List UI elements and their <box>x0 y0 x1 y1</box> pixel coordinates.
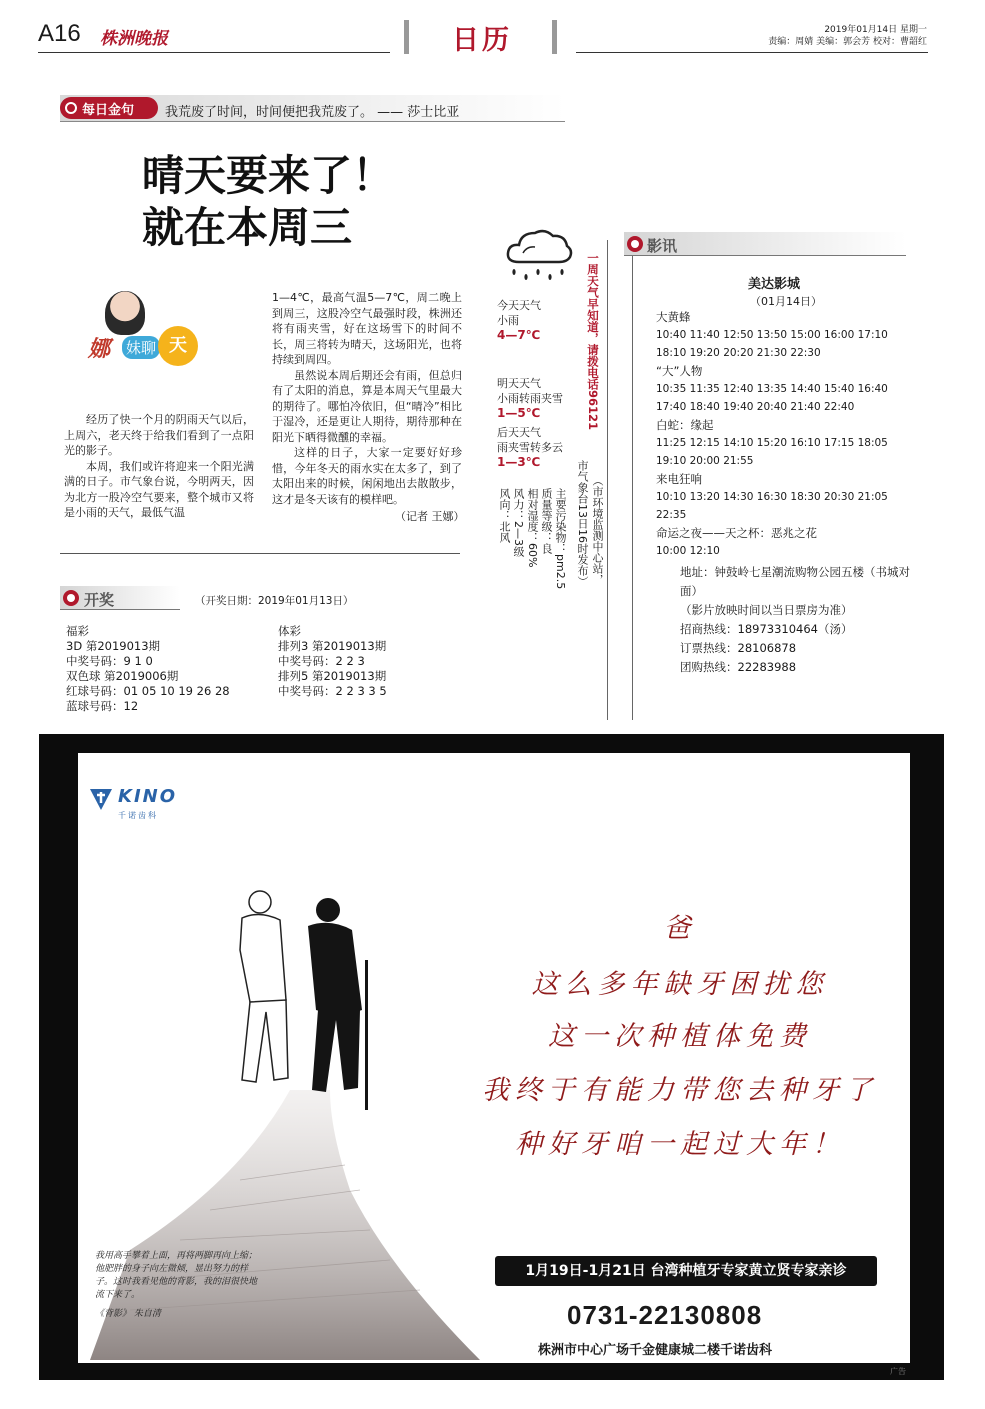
main-pollutant: 主要污染物：pm2.5 <box>554 488 567 590</box>
air-quality: 质量等级：良 <box>540 488 553 554</box>
weather-tomorrow <box>497 376 563 421</box>
ad-address: 株洲市中心广场千金健康城二楼千诺齿科 <box>538 1343 773 1358</box>
day-after-temp: 1—3℃ <box>497 455 541 469</box>
showtimes: 17:40 18:40 19:40 20:40 21:40 22:40 <box>656 401 855 413</box>
column-divider <box>607 240 608 720</box>
column-divider <box>632 240 633 720</box>
sun-icon: 天 <box>158 326 198 366</box>
cinema-address: 地址：钟鼓岭七星潮流购物公园五楼（书城对面） <box>680 565 910 598</box>
quote-badge-label: 每日金句 <box>82 103 135 118</box>
weather-day-after <box>497 425 563 470</box>
movie-title: 白蛇：缘起 <box>656 418 714 432</box>
cinema-biz-hotline: 招商热线：18973310464（汤） <box>680 622 853 636</box>
humidity: 相对湿度：60% <box>526 488 539 568</box>
article-rule <box>60 553 460 554</box>
lottery-line: 排列5 第2019013期 <box>278 669 387 683</box>
section-bullet-icon <box>627 236 643 252</box>
ad-expert-banner: 1月19日-1月21日 台湾种植牙专家黄立贤专家亲诊 <box>495 1256 877 1286</box>
showtimes: 22:35 <box>656 509 687 521</box>
day-after-label: 后天天气 <box>497 426 541 439</box>
showtimes: 10:35 11:35 12:40 13:35 14:40 15:40 16:40 <box>656 383 888 395</box>
weather-today <box>497 298 541 343</box>
tomorrow-temp: 1—5℃ <box>497 406 541 420</box>
movie-list <box>656 310 896 559</box>
weather-source-2: 市气象台13日16时发布） <box>576 460 589 587</box>
lottery-line: 3D 第2019013期 <box>66 639 161 653</box>
tomorrow-condition: 小雨转雨夹雪 <box>497 392 563 405</box>
lottery-line: 中奖号码：2 2 3 3 5 <box>278 684 387 698</box>
ad-poem-line: 种好牙咱一起过大年！ <box>515 1129 845 1160</box>
lottery-line: 双色球 第2019006期 <box>66 669 179 683</box>
day-after-condition: 雨夹雪转多云 <box>497 441 563 454</box>
headline-line-2: 就在本周三 <box>142 203 353 252</box>
lottery-line: 中奖号码：9 1 0 <box>66 654 153 668</box>
ad-poem-line: 爸 <box>663 913 697 944</box>
cinema-name: 美达影城 <box>748 277 801 292</box>
cinema-group-hotline: 团购热线：22283988 <box>680 660 797 674</box>
header-divider-left <box>404 20 409 54</box>
movie-title: “大”人物 <box>656 364 703 378</box>
article-paragraph: 经历了快一个月的阴雨天气以后，上周六，老天终于给我们看到了一点阳光的影子。 <box>64 413 254 457</box>
section-bullet-icon <box>63 590 79 606</box>
weather-hotline: 一周天气早知道，请拨电话96121 <box>586 252 600 431</box>
daily-quote: 我荒废了时间，时间便把我荒废了。 —— 莎士比亚 <box>165 105 460 120</box>
ad-poem-line: 我终于有能力带您去种牙了 <box>482 1075 878 1106</box>
column-logo-char: 娜 <box>88 336 111 362</box>
wind-direction: 风向：北风 <box>498 488 511 543</box>
headline <box>142 150 394 254</box>
badge-dot-icon <box>65 102 77 114</box>
issue-date: 2019年01月14日 星期一 <box>824 25 927 35</box>
headline-line-1: 晴天要来了！ <box>142 151 395 200</box>
section-title: 日历 <box>452 25 512 56</box>
fucai-label: 福彩 <box>66 624 89 638</box>
lottery-section-title: 开奖 <box>84 591 115 609</box>
columnist-avatar <box>105 291 145 335</box>
cinema-date: （01月14日） <box>750 295 822 308</box>
ad-phone-number: 0731-22130808 <box>567 1300 763 1330</box>
fucai-results <box>66 624 230 714</box>
raindrops-icon <box>508 268 568 282</box>
column-logo-label: 妹聊 <box>122 336 160 359</box>
showtimes: 10:40 11:40 12:50 13:50 15:00 16:00 17:10 <box>656 329 888 341</box>
header-divider-right <box>552 20 557 54</box>
tomorrow-label: 明天天气 <box>497 377 541 390</box>
rain-cloud-icon <box>505 226 573 264</box>
ad-quote-text: 我用高手攀着上面，再将两脚再向上缩；他肥胖的身子向左微倾，显出努力的样子。这时我看见他的背影，我的泪很快地流下来了。 <box>95 1251 258 1300</box>
wind-force: 风力：2—3级 <box>512 488 525 557</box>
today-condition: 小雨 <box>497 314 519 327</box>
ad-quote <box>95 1250 265 1321</box>
ticai-results <box>278 624 387 699</box>
showtimes: 11:25 12:15 14:10 15:20 16:10 17:15 18:05 <box>656 437 888 449</box>
ad-brand: KINO <box>118 786 178 807</box>
header-rule-right <box>576 52 928 53</box>
movie-title: 大黄蜂 <box>656 310 691 324</box>
weather-source-1: （市环境监测中心站， <box>591 475 604 585</box>
header-meta <box>768 24 927 48</box>
header-rule-left <box>38 52 390 53</box>
kino-logo-icon <box>88 786 114 812</box>
showtimes: 10:00 12:10 <box>656 545 720 557</box>
ad-poem-line: 这么多年缺牙困扰您 <box>531 969 829 1000</box>
ad-poem-line: 这一次种植体免费 <box>548 1021 812 1052</box>
article-paragraph: 本周，我们或许将迎来一个阳光满满的日子。市气象台说，今明两天，因为北方一股冷空气要来，整个城市又将是小雨的天气，最低气温 <box>64 459 254 519</box>
today-temp: 4—7℃ <box>497 328 541 342</box>
article-paragraph: 虽然说本周后期还会有雨，但总归有了太阳的消息，算是本周天气里最大的期待了。哪怕冷依旧，但“晴冷”相比于湿冷，还是更让人期待，期待那种在阳光下晒得微醺的幸福。 <box>272 368 462 444</box>
article-byline: （记者 王娜） <box>395 510 465 523</box>
editor-credits: 责编：周婧 美编：郭会芳 校对：曹韶红 <box>768 37 927 47</box>
ad-brand-sub: 千诺齿科 <box>118 811 158 820</box>
page-number: A16 <box>38 20 81 47</box>
lottery-line: 红球号码：01 05 10 19 26 28 <box>66 684 230 698</box>
lottery-draw-date: （开奖日期：2019年01月13日） <box>195 595 354 607</box>
ticai-label: 体彩 <box>278 624 301 638</box>
article-column-1 <box>64 412 254 521</box>
newspaper-name: 株洲晚报 <box>100 29 168 49</box>
movie-title: 来电狂响 <box>656 472 702 486</box>
cinema-note: （影片放映时间以当日票房为准） <box>680 603 853 617</box>
showtimes: 10:10 13:20 14:30 16:30 18:30 20:30 21:05 <box>656 491 888 503</box>
today-label: 今天天气 <box>497 299 541 312</box>
lottery-line: 中奖号码：2 2 3 <box>278 654 365 668</box>
article-paragraph: 这样的日子，大家一定要好好珍惜，今年冬天的雨水实在太多了，到了太阳出来的时候，闲闲地出去散散步，这才是冬天该有的模样吧。 <box>272 446 462 506</box>
lottery-line: 蓝球号码：12 <box>66 699 139 713</box>
article-paragraph: 1—4℃，最高气温5—7℃，周二晚上到周三，这股冷空气最强时段，株洲还将有雨夹雪，好在这场雪下的时间不长，周三将转为晴天，这场阳光，也将持续到周四。 <box>272 291 462 366</box>
ad-quote-source: 《背影》 朱自清 <box>95 1309 161 1319</box>
cinema-section-title: 影讯 <box>647 237 678 255</box>
movie-title: 命运之夜——天之杯：恶兆之花 <box>656 526 817 540</box>
showtimes: 18:10 19:20 20:20 21:30 22:30 <box>656 347 821 359</box>
cinema-ticket-hotline: 订票热线：28106878 <box>680 641 797 655</box>
ad-label: 广告 <box>890 1367 906 1376</box>
lottery-line: 排列3 第2019013期 <box>278 639 387 653</box>
quote-badge <box>60 97 158 119</box>
showtimes: 19:10 20:00 21:55 <box>656 455 754 467</box>
article-column-2 <box>272 290 462 507</box>
